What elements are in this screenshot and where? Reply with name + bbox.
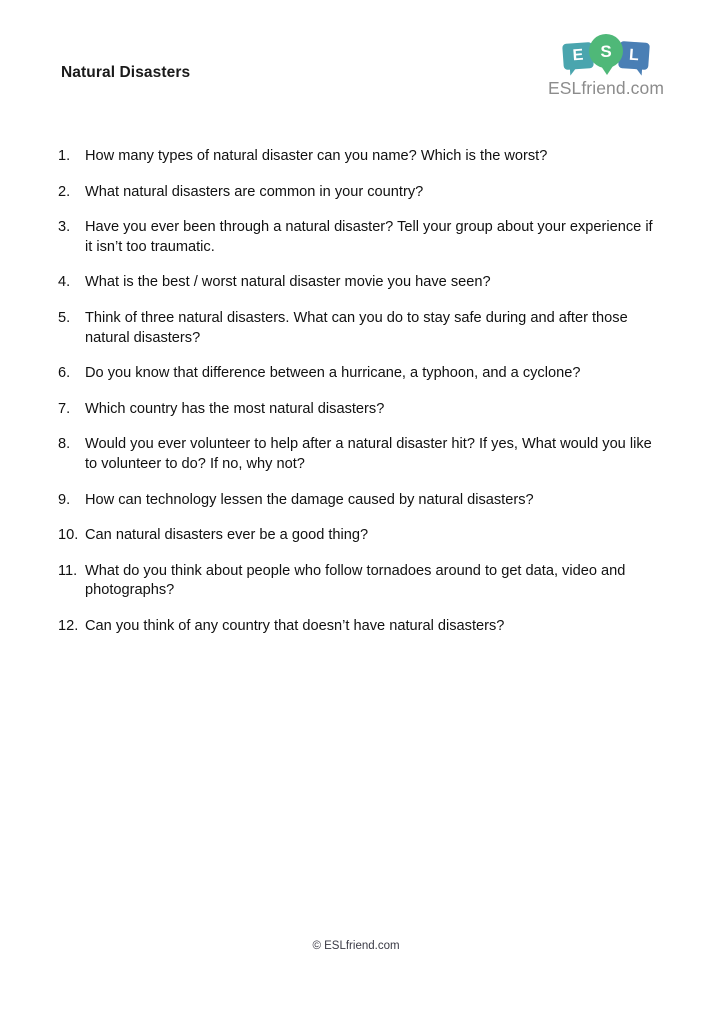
question-text: Think of three natural disasters. What can you do to stay safe during and after those natural disasters? — [85, 309, 628, 346]
question-number: 2. — [58, 183, 71, 200]
question-number: 1. — [58, 148, 71, 164]
list-item — [58, 309, 658, 348]
question-number: 3. — [58, 219, 71, 236]
list-item — [58, 562, 658, 601]
list-item — [58, 400, 658, 420]
question-number: 5. — [58, 309, 71, 326]
question-number: 7. — [58, 400, 71, 417]
logo-bubble-e-icon: E — [562, 42, 594, 70]
footer-text: ESLfriend.com — [324, 940, 400, 952]
question-text: Which country has the most natural disasters? — [85, 400, 385, 417]
logo-bubble-l-icon: L — [618, 41, 650, 70]
list-item — [58, 218, 658, 257]
question-text: Have you ever been through a natural disaster? Tell your group about your experience if it isn’t too traumatic. — [85, 219, 653, 255]
list-item — [58, 617, 658, 637]
copyright-icon: © — [312, 940, 321, 952]
question-number: 12. — [58, 617, 79, 634]
logo-bubble-s-icon: S — [589, 34, 623, 68]
list-item — [58, 435, 658, 474]
page-header — [0, 0, 712, 120]
list-item — [58, 273, 658, 293]
question-text: How can technology lessen the damage caused by natural disasters? — [85, 491, 534, 508]
question-number: 6. — [58, 365, 71, 382]
eslfriend-logo[interactable] — [532, 34, 680, 104]
question-number: 8. — [58, 436, 71, 453]
list-item — [58, 526, 658, 546]
question-text: What is the best / worst natural disaster movie you have seen? — [85, 274, 491, 291]
question-text: Do you know that difference between a hurricane, a typhoon, and a cyclone? — [85, 365, 581, 382]
page-title: Natural Disasters — [61, 64, 191, 81]
question-text: What do you think about people who follow tornadoes around to get data, video and photographs? — [85, 562, 626, 599]
list-item — [58, 147, 658, 167]
question-list — [58, 147, 658, 653]
logo-speech-bubbles-icon — [563, 34, 649, 76]
question-number: 9. — [58, 491, 71, 508]
question-text: Would you ever volunteer to help after a natural disaster hit? If yes, What would you like to volunteer to do? If no, why not? — [85, 436, 652, 472]
logo-wordmark: ESLfriend.com — [547, 78, 665, 98]
page-footer — [0, 940, 712, 952]
list-item — [58, 364, 658, 384]
question-number: 4. — [58, 274, 71, 291]
list-item — [58, 491, 658, 511]
question-text: What natural disasters are common in your country? — [85, 183, 424, 200]
question-number: 10. — [58, 527, 79, 544]
list-item — [58, 183, 658, 203]
question-number: 11. — [58, 562, 78, 579]
question-text: How many types of natural disaster can you name? Which is the worst? — [85, 148, 548, 164]
question-text: Can natural disasters ever be a good thing? — [85, 527, 369, 544]
question-text: Can you think of any country that doesn’t have natural disasters? — [85, 617, 505, 634]
